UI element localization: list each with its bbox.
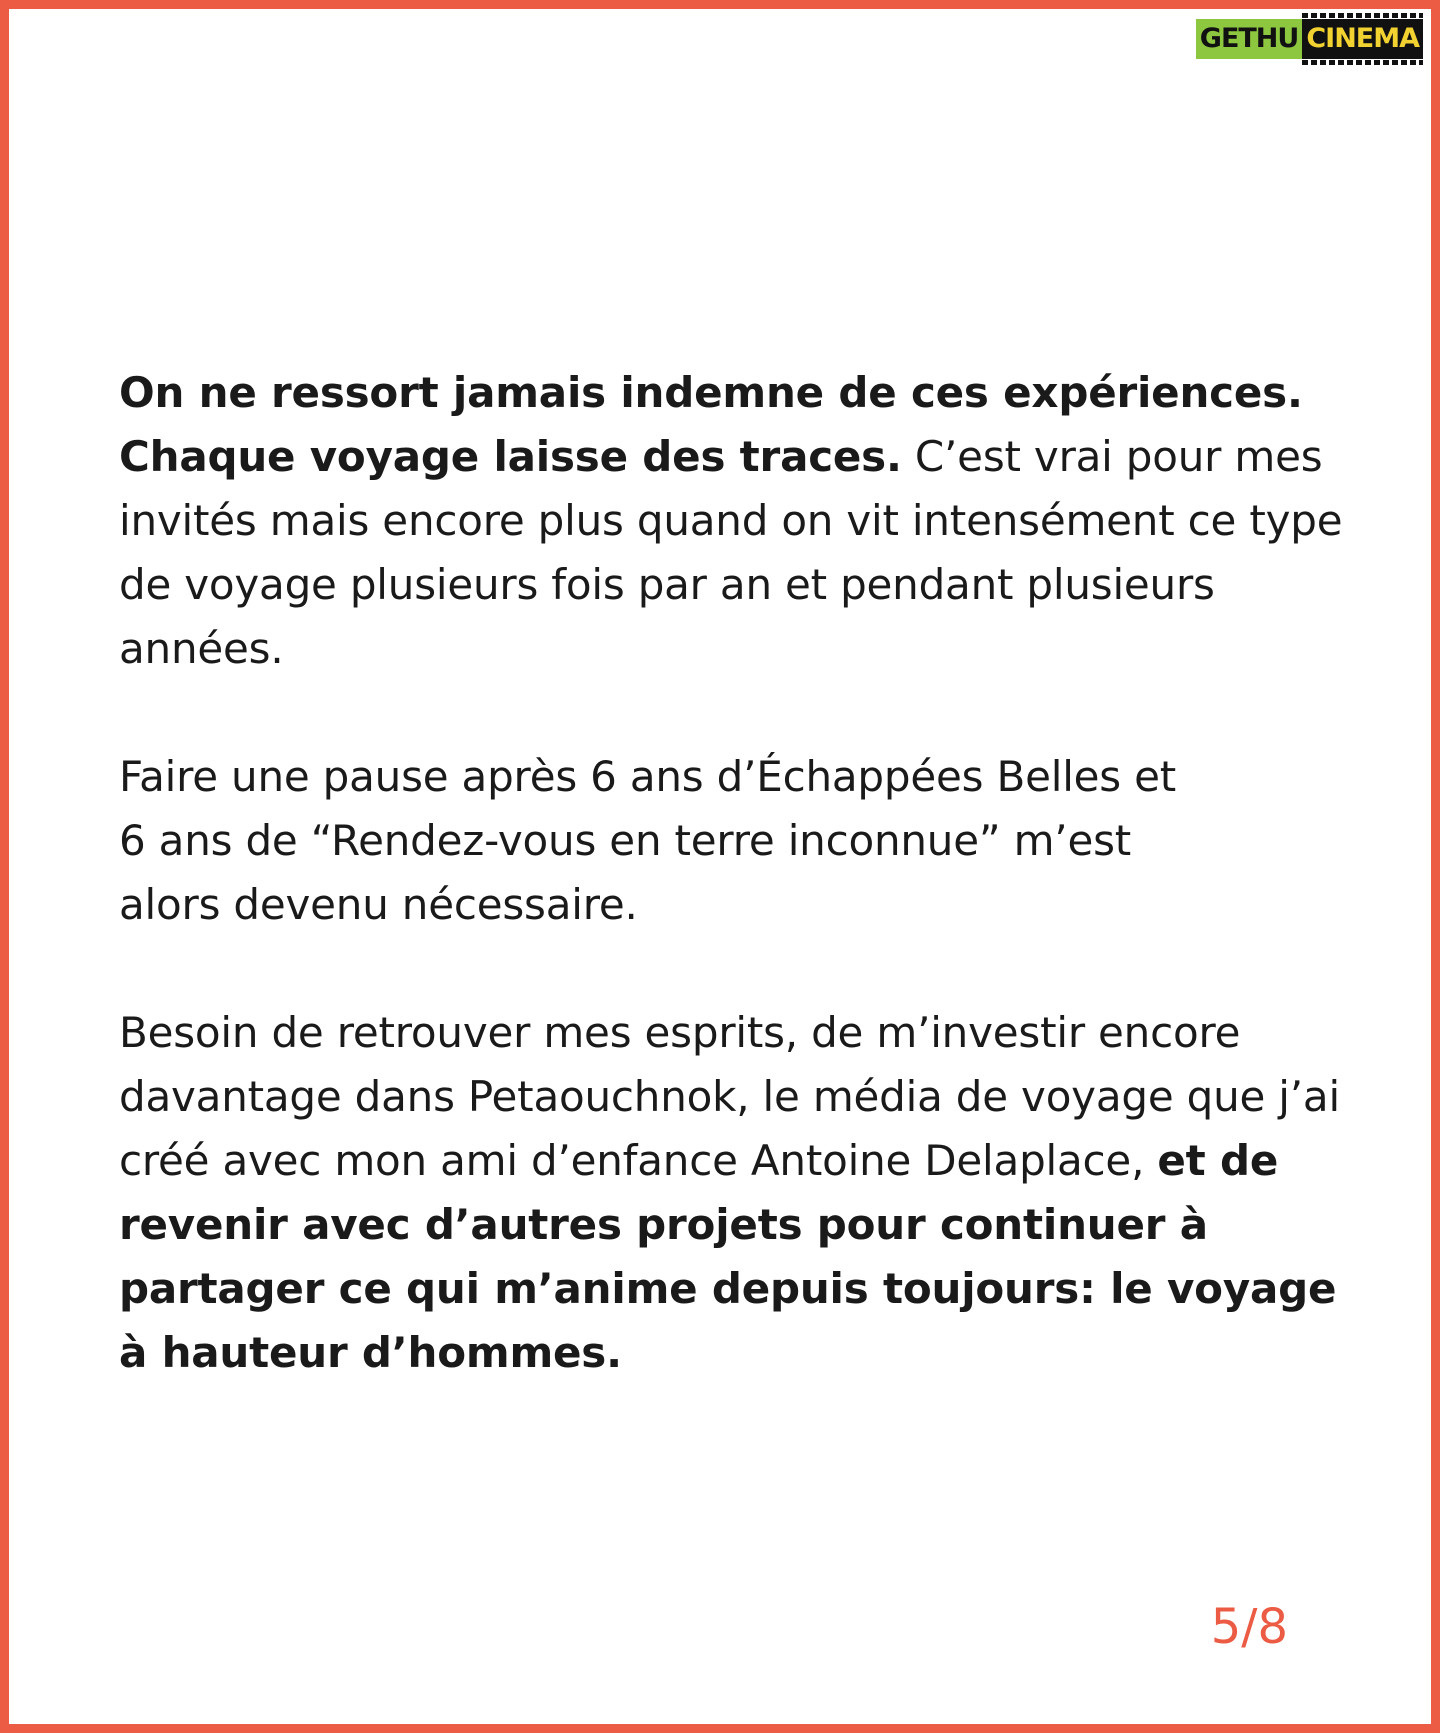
paragraph-1 <box>119 361 1349 681</box>
page-indicator: 5/8 <box>1210 1599 1288 1655</box>
logo-text-cinema-label: CINEMA <box>1306 23 1419 54</box>
paragraph-3 <box>119 1001 1349 1385</box>
paragraph-2-line-1: Faire une pause après 6 ans d’Échappées Belles et <box>119 752 1177 801</box>
film-strip-icon <box>1302 13 1423 18</box>
film-strip-icon <box>1302 60 1423 65</box>
paragraph-3-text: Besoin de retrouver mes esprits, de m’investir encore davantage dans Petaouchnok, le média de voyage que j’ai créé avec mon ami d’enfance Antoine Delaplace, <box>119 1008 1340 1185</box>
brand-logo <box>1196 17 1423 61</box>
logo-text-cinema <box>1302 19 1423 59</box>
paragraph-3-bold: et de revenir avec d’autres projets pour continuer à partager ce qui m’anime depuis toujours: le voyage à hauteur d’hommes. <box>119 1136 1337 1377</box>
paragraph-2 <box>119 745 1349 937</box>
paragraph-2-line-2: 6 ans de “Rendez-vous en terre inconnue” m’est <box>119 816 1132 865</box>
logo-text-gethu: GETHU <box>1196 19 1303 59</box>
article-body <box>119 361 1349 1385</box>
paragraph-1-text: C’est vrai pour mes invités mais encore plus quand on vit intensément ce type de voyage plusieurs fois par an et pendant plusieurs années. <box>119 432 1343 673</box>
paragraph-1-bold-lead: On ne ressort jamais indemne de ces expériences. <box>119 368 1303 417</box>
paragraph-1-bold-second: Chaque voyage laisse des traces. <box>119 432 902 481</box>
paragraph-2-line-3: alors devenu nécessaire. <box>119 880 638 929</box>
